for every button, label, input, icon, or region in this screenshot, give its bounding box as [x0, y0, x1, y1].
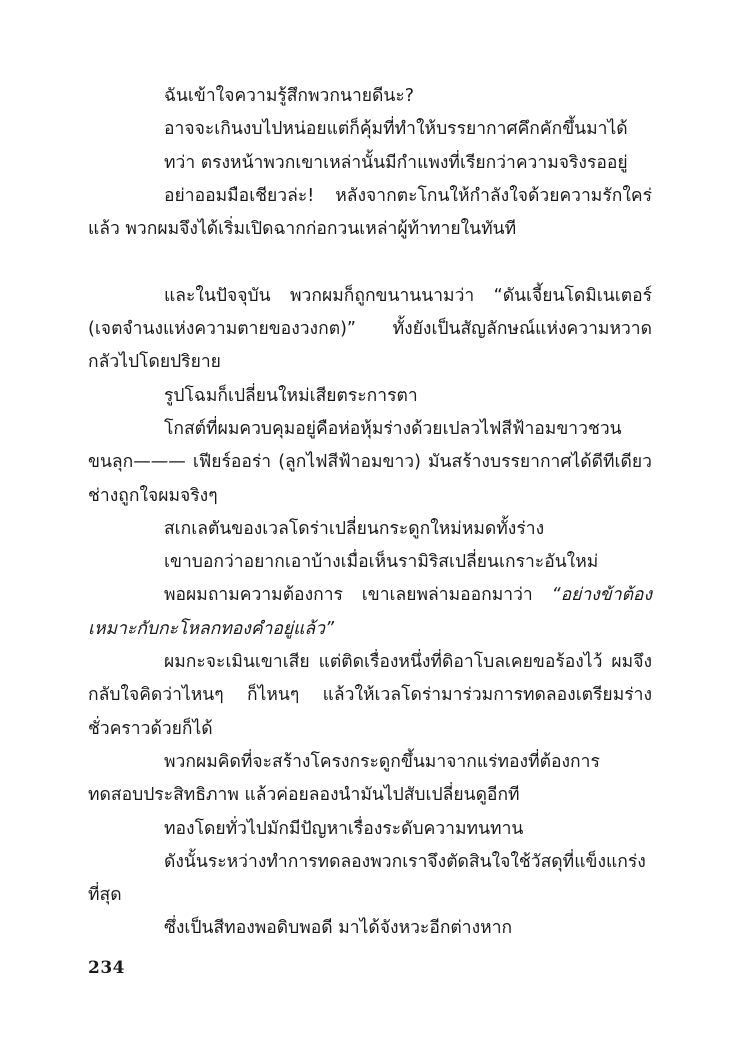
- italic-quote: “อย่างข้าต้องเหมาะกับกะโหลกทองคำอยู่แล้ว”: [88, 585, 652, 639]
- body-text: [88, 80, 652, 946]
- paragraph: พวกผมคิดที่จะสร้างโครงกระดูกขึ้นมาจากแร่ทองที่ต้องการทดสอบประสิทธิภาพ แล้วค่อยลองนำมันไปสับเปลี่ยนดูอีกที: [88, 751, 600, 806]
- paragraph: เขาบอกว่าอยากเอาบ้างเมื่อเห็นรามิริสเปลี่ยนเกราะอันใหม่: [164, 552, 599, 573]
- paragraph: และในปัจจุบัน พวกผมก็ถูกขนานนามว่า “ดันเจี้ยนโดมิเนเตอร์ (เจตจำนงแห่งความตายของวงกต)” ทั้งยังเป็นสัญลักษณ์แห่งความหวาดกลัวไปโดยปริยาย: [88, 285, 652, 373]
- paragraph-text: พอผมถามความต้องการ เขาเลยพล่ามออกมาว่า: [164, 585, 533, 606]
- paragraph: โกสต์ที่ผมควบคุมอยู่คือห่อหุ้มร่างด้วยเปลวไฟสีฟ้าอมขาวชวนขนลุก——— เฟียร์ออร่า (ลูกไฟสีฟ้าอมขาว) มันสร้างบรรยากาศได้ดีทีเดียว ช่างถูกใจผมจริงๆ: [88, 418, 652, 506]
- paragraph: ฉันเข้าใจความรู้สึกพวกนายดีนะ?: [164, 86, 415, 106]
- paragraph: รูปโฉมก็เปลี่ยนใหม่เสียตระการตา: [164, 385, 418, 406]
- paragraph: ทว่า ตรงหน้าพวกเขาเหล่านั้นมีกำแพงที่เรียกว่าความจริงรออยู่: [164, 152, 628, 173]
- paragraph-with-quote: [88, 579, 652, 646]
- section-break: [88, 246, 652, 279]
- page-number: 234: [88, 958, 125, 978]
- paragraph: ดังนั้นระหว่างทำการทดลองพวกเราจึงตัดสินใจใช้วัสดุที่แข็งแกร่งที่สุด: [88, 851, 646, 906]
- paragraph: ทองโดยทั่วไปมักมีปัญหาเรื่องระดับความทนทาน: [164, 818, 524, 839]
- paragraph: อาจจะเกินงบไปหน่อยแต่ก็คุ้มที่ทำให้บรรยากาศคึกคักขึ้นมาได้: [164, 119, 628, 140]
- paragraph: สเกเลตันของเวลโดร่าเปลี่ยนกระดูกใหม่หมดทั้งร่าง: [164, 518, 545, 539]
- paragraph: อย่าออมมือเชียวล่ะ! หลังจากตะโกนให้กำลังใจด้วยความรักใคร่แล้ว พวกผมจึงได้เริ่มเปิดฉากก่อกวนเหล่าผู้ท้าทายในทันที: [88, 185, 652, 240]
- paragraph: ซึ่งเป็นสีทองพอดิบพอดี มาได้จังหวะอีกต่างหาก: [164, 918, 513, 939]
- paragraph: ผมกะจะเมินเขาเสีย แต่ติดเรื่องหนึ่งที่ดิอาโบลเคยขอร้องไว้ ผมจึงกลับใจคิดว่าไหนๆ ก็ไหนๆ แล้วให้เวลโดร่ามาร่วมการทดลองเตรียมร่างชั่วคราวด้วยก็ได้: [88, 652, 652, 739]
